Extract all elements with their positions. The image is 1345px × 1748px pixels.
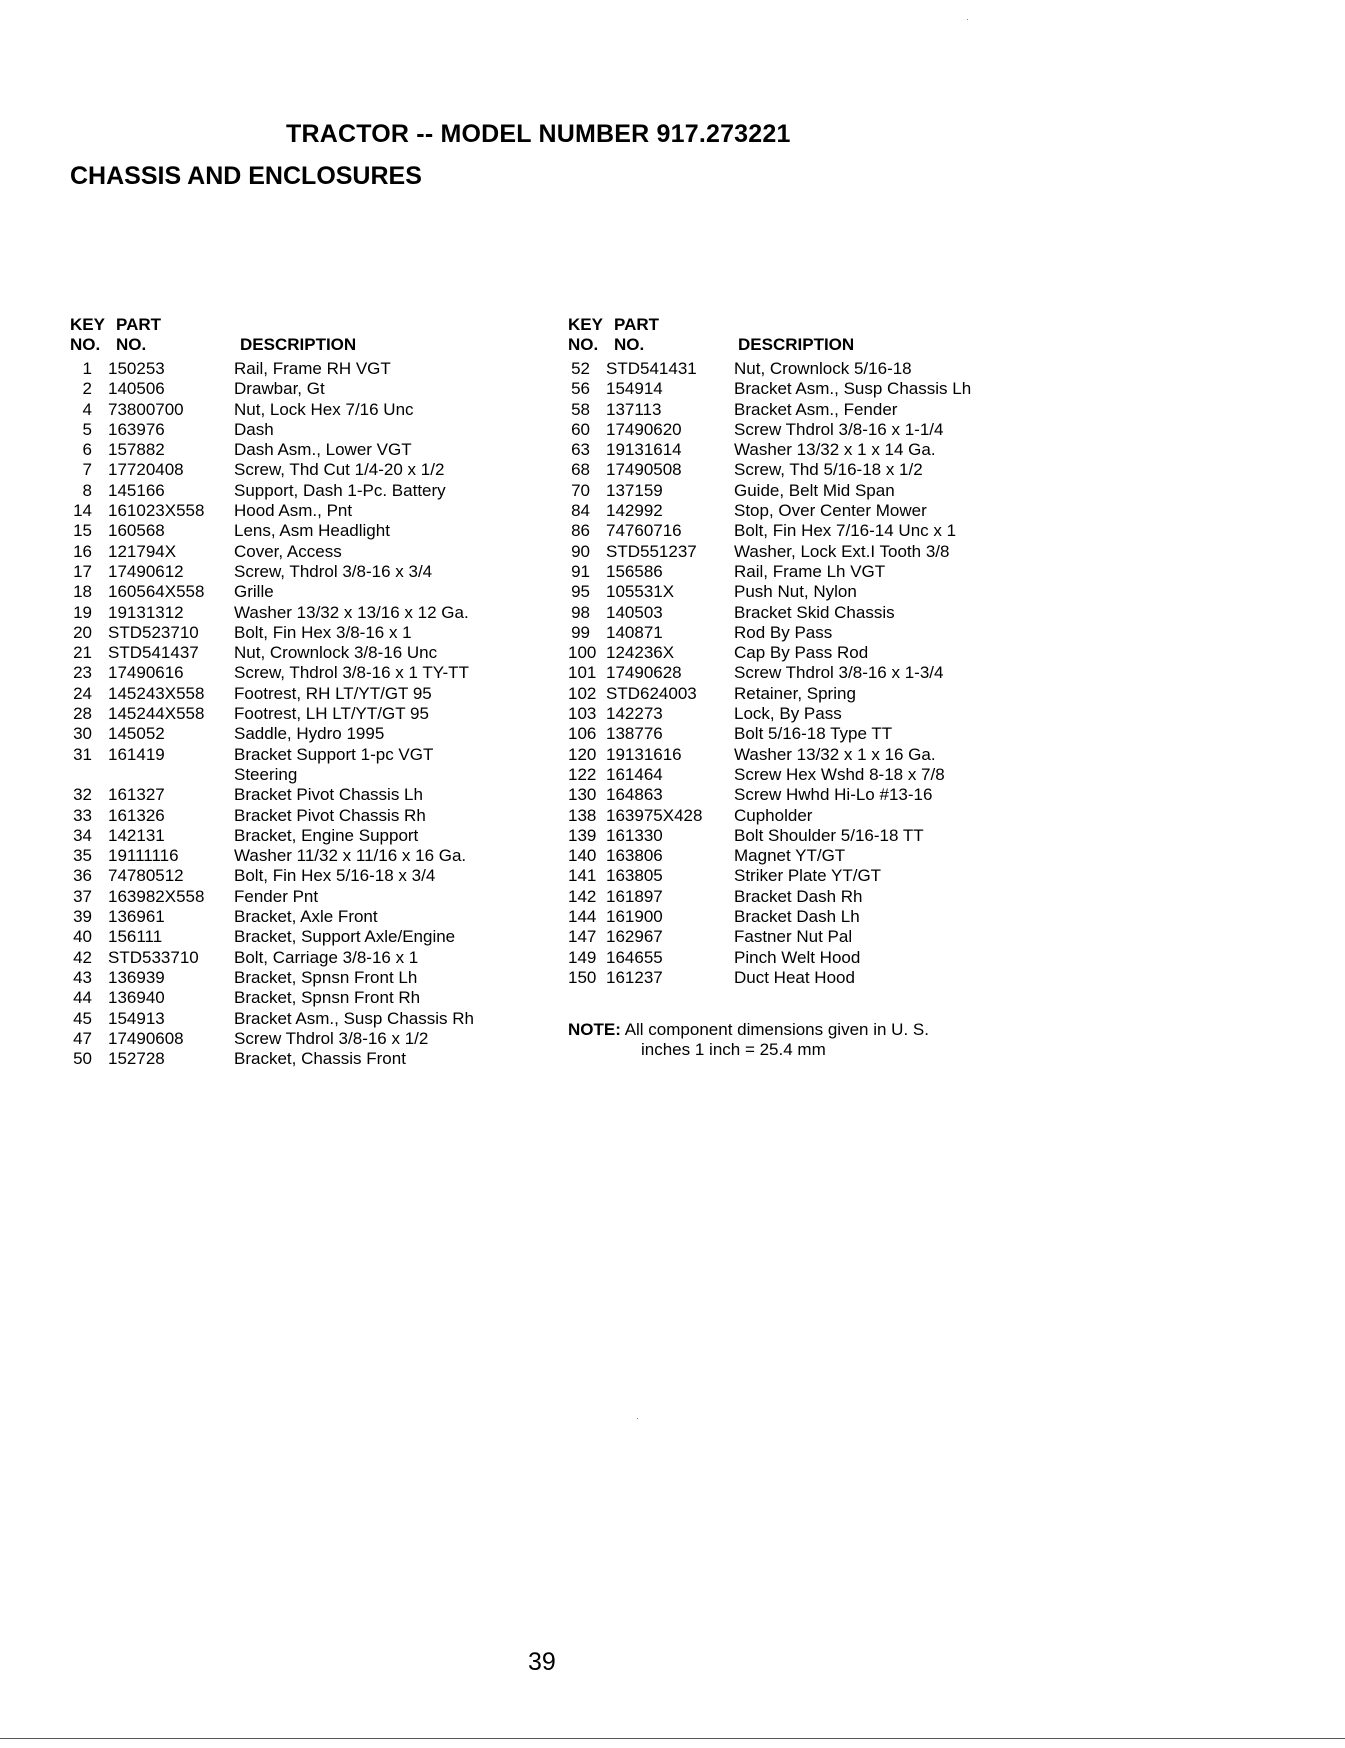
part-no: 140506 — [108, 379, 165, 399]
key-no: 34 — [73, 825, 92, 845]
key-no: 140 — [568, 846, 597, 866]
table-row — [70, 927, 530, 947]
key-no: 28 — [73, 704, 92, 724]
key-no: 99 — [571, 622, 590, 642]
parts-table-right — [568, 315, 1038, 988]
page-title: TRACTOR -- MODEL NUMBER 917.273221 — [286, 120, 791, 148]
description: Bracket Asm., Susp Chassis Lh — [734, 379, 972, 399]
description: Footrest, LH LT/YT/GT 95 — [234, 704, 429, 724]
key-no: 52 — [571, 359, 590, 378]
table-row — [568, 400, 1038, 420]
table-row — [70, 501, 530, 521]
part-no: 136961 — [108, 907, 165, 927]
part-no: 140871 — [606, 622, 663, 642]
part-no: 17490508 — [606, 460, 682, 480]
key-no: 14 — [73, 501, 92, 521]
page-number: 39 — [528, 1648, 556, 1676]
table-row — [568, 663, 1038, 683]
description: Rail, Frame RH VGT — [234, 359, 391, 378]
description: Bracket, Engine Support — [234, 825, 419, 845]
table-row — [70, 745, 530, 786]
table-row — [70, 866, 530, 886]
key-no: 91 — [571, 561, 590, 581]
description: Fastner Nut Pal — [734, 927, 853, 947]
key-no: 56 — [571, 379, 590, 399]
part-no: 145166 — [108, 480, 165, 500]
description: Footrest, RH LT/YT/GT 95 — [234, 683, 432, 703]
part-no: STD523710 — [108, 622, 199, 642]
description: Bracket Pivot Chassis Rh — [234, 805, 426, 825]
table-row — [568, 907, 1038, 927]
description: Screw Thdrol 3/8-16 x 1-3/4 — [734, 663, 944, 683]
key-no: 36 — [73, 866, 92, 886]
description: Bracket, Axle Front — [234, 907, 378, 927]
table-row — [568, 704, 1038, 724]
description: Bolt, Fin Hex 5/16-18 x 3/4 — [234, 866, 436, 886]
key-no: 58 — [571, 399, 590, 419]
description: Saddle, Hydro 1995 — [234, 724, 385, 744]
description: Nut, Crownlock 3/8-16 Unc — [234, 643, 438, 663]
table-row — [70, 1049, 530, 1069]
table-row — [568, 948, 1038, 968]
part-no: 74760716 — [606, 521, 682, 541]
table-row — [70, 400, 530, 420]
table-row — [70, 542, 530, 562]
key-no: 30 — [73, 724, 92, 744]
key-no: 90 — [571, 541, 590, 561]
key-no: 44 — [73, 988, 92, 1008]
key-no: 7 — [82, 460, 92, 480]
description: Bracket Asm., Susp Chassis Rh — [234, 1008, 474, 1028]
table-row — [70, 887, 530, 907]
part-no: 156586 — [606, 561, 663, 581]
table-row — [568, 826, 1038, 846]
description: Bolt, Fin Hex 7/16-14 Unc x 1 — [734, 521, 957, 541]
description: Rod By Pass — [734, 622, 833, 642]
key-no: 42 — [73, 947, 92, 967]
table-row — [568, 724, 1038, 744]
part-no: 17490608 — [108, 1028, 184, 1048]
key-no: 5 — [82, 419, 92, 439]
part-no: 136939 — [108, 967, 165, 987]
part-no: 17490616 — [108, 663, 184, 683]
description: Magnet YT/GT — [734, 846, 846, 866]
table-row — [568, 887, 1038, 907]
part-no: 142131 — [108, 825, 165, 845]
description: Washer 13/32 x 13/16 x 12 Ga. — [234, 602, 469, 622]
part-no: STD541431 — [606, 359, 697, 378]
key-no: 32 — [73, 785, 92, 805]
part-no: 136940 — [108, 988, 165, 1008]
key-no: 95 — [571, 582, 590, 602]
description: Duct Heat Hood — [734, 967, 855, 987]
table-row — [568, 521, 1038, 541]
part-no: 137159 — [606, 480, 663, 500]
description: Washer, Lock Ext.I Tooth 3/8 — [734, 541, 950, 561]
table-header — [568, 315, 1038, 359]
description: Nut, Crownlock 5/16-18 — [734, 359, 912, 378]
part-no: 105531X — [606, 582, 675, 602]
part-no: 161900 — [606, 907, 663, 927]
description: Washer 11/32 x 11/16 x 16 Ga. — [234, 846, 467, 866]
table-row — [568, 359, 1038, 379]
table-row — [568, 765, 1038, 785]
page-edge-line — [0, 1738, 1345, 1739]
table-row — [70, 1029, 530, 1049]
note-text-line1: All component dimensions given in U. S. — [624, 1020, 929, 1039]
key-no: 1 — [82, 359, 92, 378]
description: Bracket Skid Chassis — [734, 602, 895, 622]
part-no: 163806 — [606, 846, 663, 866]
key-no: 15 — [73, 521, 92, 541]
key-no: 150 — [568, 967, 597, 987]
part-no: STD533710 — [108, 947, 199, 967]
table-row — [70, 460, 530, 480]
key-no: 19 — [73, 602, 92, 622]
part-no: 161237 — [606, 967, 663, 987]
description: Screw Thdrol 3/8-16 x 1/2 — [234, 1028, 429, 1048]
part-no: 164655 — [606, 947, 663, 967]
key-no: 33 — [73, 805, 92, 825]
part-no: 19131614 — [606, 440, 682, 460]
description: Screw Thdrol 3/8-16 x 1-1/4 — [734, 419, 944, 439]
table-row — [568, 460, 1038, 480]
key-no: 17 — [73, 561, 92, 581]
part-no: 124236X — [606, 643, 675, 663]
table-row — [568, 927, 1038, 947]
key-no: 98 — [571, 602, 590, 622]
key-no: 102 — [568, 683, 597, 703]
key-no: 106 — [568, 724, 597, 744]
part-no: 160564X558 — [108, 582, 205, 602]
key-no: 18 — [73, 582, 92, 602]
key-no: 147 — [568, 927, 597, 947]
part-no: 163976 — [108, 419, 165, 439]
description: Screw Hwhd Hi-Lo #13-16 — [734, 785, 933, 805]
table-row — [70, 603, 530, 623]
part-no: 161023X558 — [108, 501, 205, 521]
part-no: 163982X558 — [108, 886, 205, 906]
table-row — [568, 603, 1038, 623]
table-row — [568, 785, 1038, 805]
part-no: 121794X — [108, 541, 177, 561]
table-row — [70, 684, 530, 704]
description: Fender Pnt — [234, 886, 319, 906]
part-no: 73800700 — [108, 399, 184, 419]
table-row — [70, 826, 530, 846]
table-row — [70, 481, 530, 501]
table-row — [568, 643, 1038, 663]
table-row — [70, 663, 530, 683]
description: Bracket Asm., Fender — [734, 399, 898, 419]
key-no: 35 — [73, 846, 92, 866]
part-header: PART — [116, 315, 162, 334]
description: Grille — [234, 582, 274, 602]
table-row — [568, 684, 1038, 704]
key-no: 68 — [571, 460, 590, 480]
description-header: DESCRIPTION — [738, 335, 855, 354]
parts-table-left — [70, 315, 530, 1069]
key-no: 16 — [73, 541, 92, 561]
part-no: 161330 — [606, 825, 663, 845]
description: Bolt 5/16-18 Type TT — [734, 724, 893, 744]
table-row — [568, 501, 1038, 521]
description: Cover, Access — [234, 541, 342, 561]
part-no: 163975X428 — [606, 805, 703, 825]
key-no: 101 — [568, 663, 597, 683]
description: Hood Asm., Pnt — [234, 501, 353, 521]
part-no-header: NO. — [614, 335, 645, 354]
key-no: 149 — [568, 947, 597, 967]
key-no: 39 — [73, 907, 92, 927]
part-no: STD551237 — [606, 541, 697, 561]
table-row — [568, 623, 1038, 643]
part-no: 19111116 — [108, 846, 179, 866]
table-row — [568, 542, 1038, 562]
table-row — [70, 907, 530, 927]
table-row — [70, 785, 530, 805]
table-row — [70, 724, 530, 744]
key-no: 45 — [73, 1008, 92, 1028]
key-no: 120 — [568, 744, 597, 764]
key-no: 141 — [568, 866, 597, 886]
part-no: 161327 — [108, 785, 165, 805]
description: Support, Dash 1-Pc. Battery — [234, 480, 446, 500]
part-no: 156111 — [108, 927, 163, 947]
key-header: KEY — [568, 315, 603, 334]
part-no: 142273 — [606, 704, 663, 724]
table-row — [568, 745, 1038, 765]
note-label: NOTE: — [568, 1020, 621, 1039]
note — [568, 1020, 929, 1060]
part-no-header: NO. — [116, 335, 147, 354]
part-no: 161464 — [606, 764, 663, 784]
key-no: 70 — [571, 480, 590, 500]
key-no: 8 — [82, 480, 92, 500]
scan-speck — [637, 1418, 638, 1419]
key-no: 84 — [571, 501, 590, 521]
table-row — [568, 562, 1038, 582]
key-no: 24 — [73, 683, 92, 703]
key-no: 86 — [571, 521, 590, 541]
table-row — [70, 359, 530, 379]
description: Bracket Pivot Chassis Lh — [234, 785, 423, 805]
table-row — [70, 988, 530, 1008]
description: Washer 13/32 x 1 x 16 Ga. — [734, 744, 936, 764]
description: Nut, Lock Hex 7/16 Unc — [234, 399, 414, 419]
part-no: 137113 — [606, 399, 662, 419]
table-row — [70, 968, 530, 988]
description: Push Nut, Nylon — [734, 582, 857, 602]
part-no: 17490628 — [606, 663, 682, 683]
key-no: 139 — [568, 825, 597, 845]
key-no: 21 — [73, 643, 92, 663]
description-header: DESCRIPTION — [240, 335, 357, 354]
key-no: 142 — [568, 886, 597, 906]
key-no: 47 — [73, 1028, 92, 1048]
description: Striker Plate YT/GT — [734, 866, 882, 886]
table-row — [568, 968, 1038, 988]
description: Bracket, Spnsn Front Rh — [234, 988, 421, 1008]
table-row — [568, 440, 1038, 460]
table-row — [568, 866, 1038, 886]
description: Bolt Shoulder 5/16-18 TT — [734, 825, 924, 845]
key-no: 4 — [82, 399, 92, 419]
key-no: 40 — [73, 927, 92, 947]
description: Bolt, Fin Hex 3/8-16 x 1 — [234, 622, 412, 642]
key-no-header: NO. — [568, 335, 599, 354]
part-no: 17720408 — [108, 460, 184, 480]
description: Pinch Welt Hood — [734, 947, 861, 967]
table-row — [70, 643, 530, 663]
note-text-line2: inches 1 inch = 25.4 mm — [641, 1040, 826, 1059]
key-no: 43 — [73, 967, 92, 987]
description: Dash — [234, 419, 274, 439]
description: Bolt, Carriage 3/8-16 x 1 — [234, 947, 419, 967]
part-no: 152728 — [108, 1049, 165, 1069]
table-row — [568, 420, 1038, 440]
table-row — [70, 440, 530, 460]
part-no: 17490620 — [606, 419, 682, 439]
key-no: 60 — [571, 419, 590, 439]
key-no: 130 — [568, 785, 597, 805]
key-no: 103 — [568, 704, 597, 724]
key-no-header: NO. — [70, 335, 101, 354]
description: Guide, Belt Mid Span — [734, 480, 895, 500]
table-row — [70, 379, 530, 399]
part-no: 161326 — [108, 805, 165, 825]
part-no: 74780512 — [108, 866, 184, 886]
table-row — [70, 806, 530, 826]
description: Bracket, Spnsn Front Lh — [234, 967, 418, 987]
part-no: STD624003 — [606, 683, 697, 703]
table-row — [568, 846, 1038, 866]
description: Bracket, Chassis Front — [234, 1049, 406, 1069]
description: Screw Hex Wshd 8-18 x 7/8 — [734, 764, 945, 784]
part-no: 138776 — [606, 724, 663, 744]
table-row — [70, 704, 530, 724]
part-no: 145052 — [108, 724, 165, 744]
table-row — [70, 521, 530, 541]
part-no: 161897 — [606, 886, 663, 906]
key-no: 37 — [73, 886, 92, 906]
description: Retainer, Spring — [734, 683, 856, 703]
key-no: 50 — [73, 1049, 92, 1069]
description: Screw, Thdrol 3/8-16 x 1 TY-TT — [234, 663, 469, 683]
key-no: 20 — [73, 622, 92, 642]
table-row — [70, 562, 530, 582]
key-no: 23 — [73, 663, 92, 683]
description: Lock, By Pass — [734, 704, 842, 724]
description: Bracket Dash Lh — [734, 907, 860, 927]
table-row — [70, 1009, 530, 1029]
part-no: 19131312 — [108, 602, 184, 622]
part-no: 142992 — [606, 501, 663, 521]
table-row — [70, 948, 530, 968]
key-header: KEY — [70, 315, 105, 334]
key-no: 138 — [568, 805, 597, 825]
description: Cupholder — [734, 805, 813, 825]
key-no: 6 — [82, 440, 92, 460]
key-no: 144 — [568, 907, 597, 927]
table-row — [568, 582, 1038, 602]
table-row — [568, 806, 1038, 826]
description: Stop, Over Center Mower — [734, 501, 927, 521]
description: Lens, Asm Headlight — [234, 521, 390, 541]
description: Cap By Pass Rod — [734, 643, 869, 663]
table-row — [70, 582, 530, 602]
part-no: 161419 — [108, 744, 165, 764]
description: Screw, Thdrol 3/8-16 x 3/4 — [234, 561, 433, 581]
parts-rows — [568, 359, 1038, 988]
table-header — [70, 315, 530, 359]
section-title: CHASSIS AND ENCLOSURES — [70, 162, 422, 190]
key-no: 122 — [568, 764, 597, 784]
part-no: 19131616 — [606, 744, 682, 764]
description: Washer 13/32 x 1 x 14 Ga. — [734, 440, 936, 460]
part-no: 157882 — [108, 440, 165, 460]
part-no: 17490612 — [108, 561, 184, 581]
part-no: 163805 — [606, 866, 663, 886]
description: Rail, Frame Lh VGT — [734, 561, 886, 581]
part-no: 164863 — [606, 785, 663, 805]
part-no: 162967 — [606, 927, 663, 947]
part-no: STD541437 — [108, 643, 199, 663]
key-no: 100 — [568, 643, 597, 663]
part-no: 140503 — [606, 602, 663, 622]
part-header: PART — [614, 315, 660, 334]
scan-speck — [967, 19, 968, 20]
key-no: 2 — [82, 379, 92, 399]
table-row — [568, 481, 1038, 501]
table-row — [70, 623, 530, 643]
key-no: 63 — [571, 440, 590, 460]
description: Screw, Thd Cut 1/4-20 x 1/2 — [234, 460, 445, 480]
part-no: 154913 — [108, 1008, 165, 1028]
description: Bracket Support 1-pc VGT Steering — [234, 744, 434, 784]
part-no: 145244X558 — [108, 704, 205, 724]
table-row — [70, 420, 530, 440]
parts-rows — [70, 359, 530, 1069]
table-row — [568, 379, 1038, 399]
table-row — [70, 846, 530, 866]
description: Dash Asm., Lower VGT — [234, 440, 412, 460]
part-no: 145243X558 — [108, 683, 205, 703]
key-no: 31 — [73, 744, 92, 764]
part-no: 154914 — [606, 379, 663, 399]
description: Drawbar, Gt — [234, 379, 325, 399]
part-no: 160568 — [108, 521, 165, 541]
part-no: 150253 — [108, 359, 165, 378]
description: Bracket, Support Axle/Engine — [234, 927, 456, 947]
description: Bracket Dash Rh — [734, 886, 863, 906]
description: Screw, Thd 5/16-18 x 1/2 — [734, 460, 923, 480]
